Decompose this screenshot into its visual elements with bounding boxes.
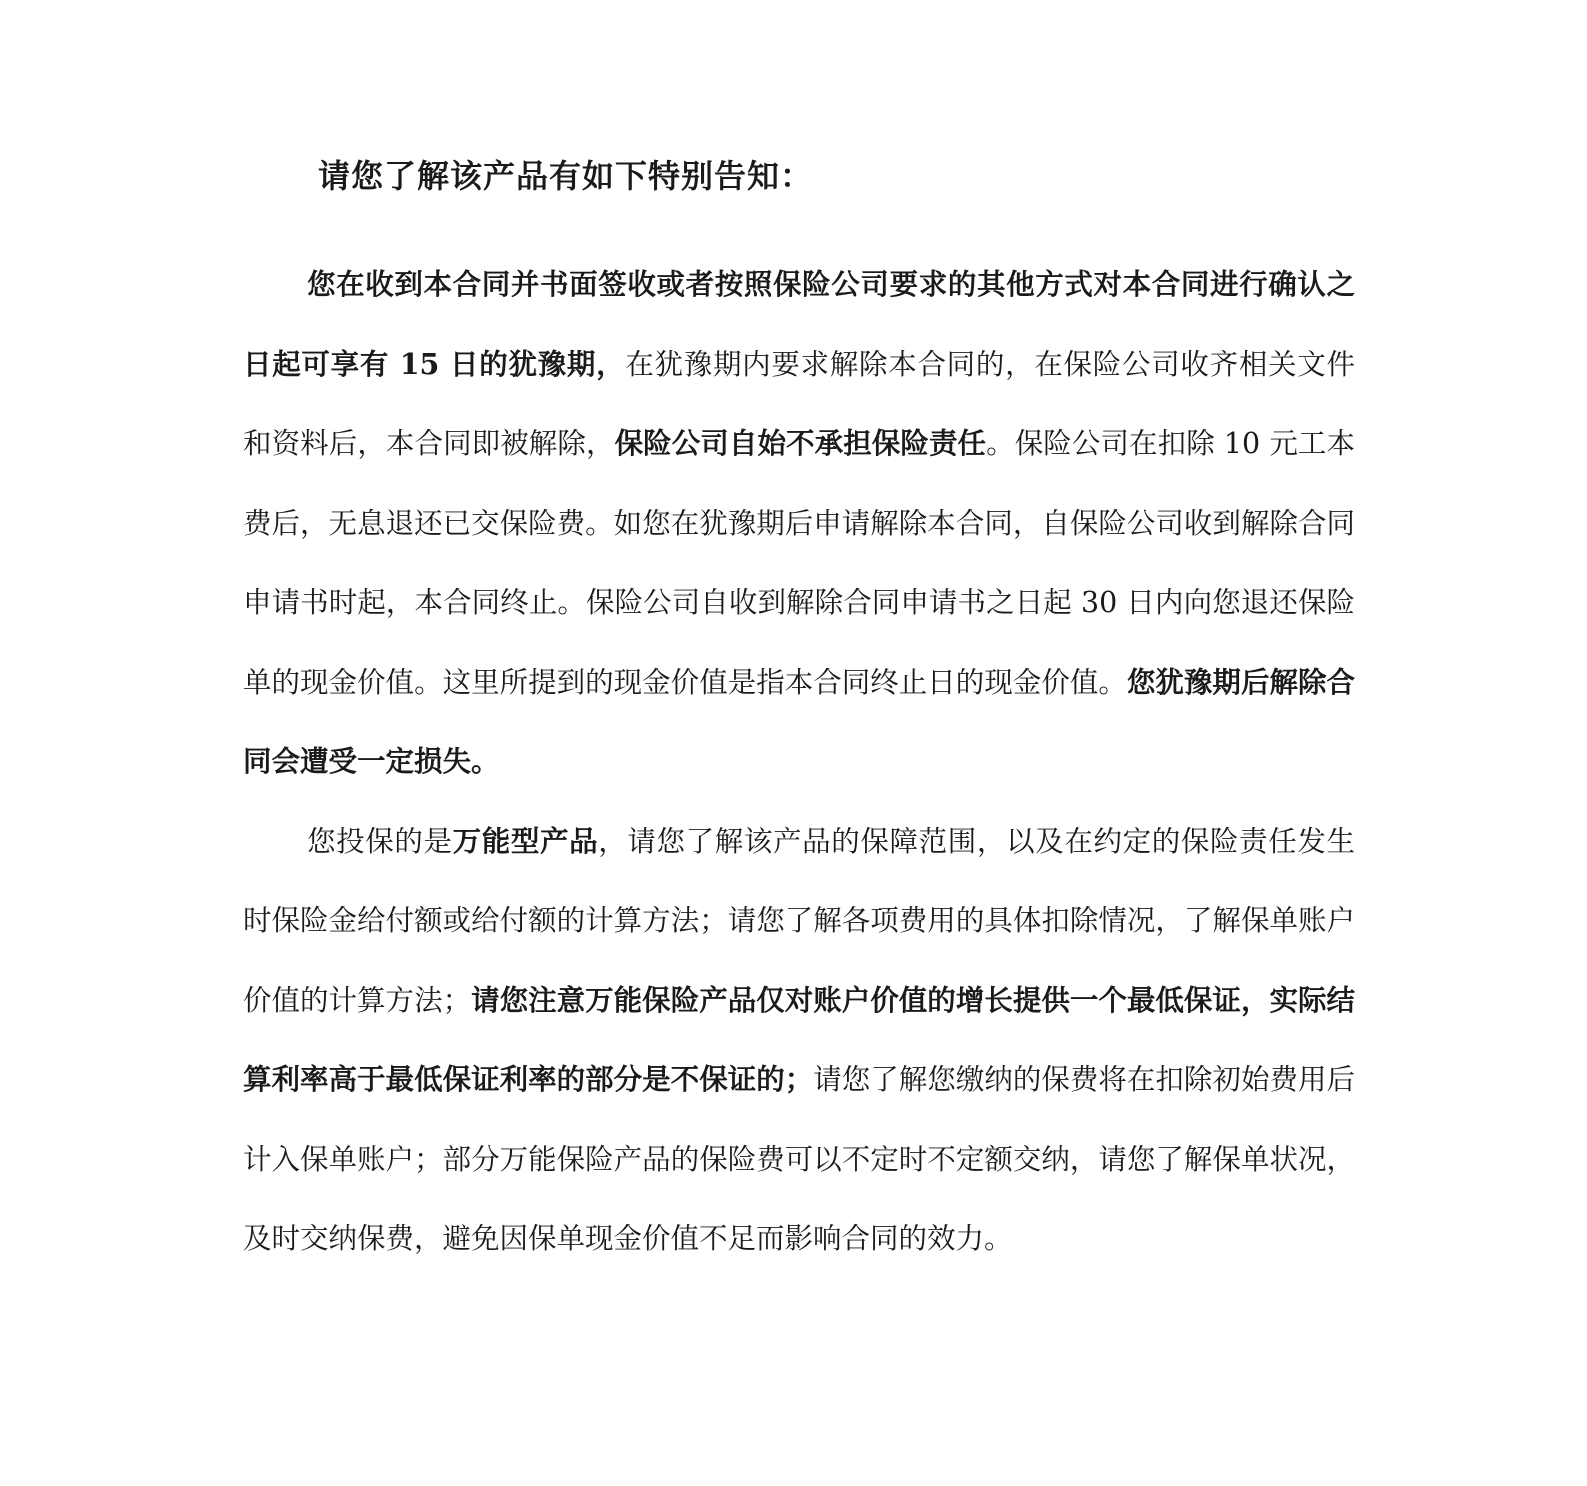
refund-text: 。保险公司在扣除 10 元工本费后，无息退还已交保险费。如您在犹豫期后申请解除本合同，自保险公司收到解除合同申请书时起，本合同终止。保险公司自收到解除合同申请书之日起 30 日内向您退还保险单的现金价值。这里所提到的现金价值是指本合同终止日的现金价值。 (243, 427, 1355, 699)
loss-warning: 您犹豫期后解除合同会遭受一定损失。 (243, 664, 1355, 778)
universal-product-paragraph (243, 802, 1355, 1279)
product-type-intro: 您投保的是 (307, 824, 453, 858)
premium-text: 请您了解您缴纳的保费将在扣除初始费用后计入保单账户；部分万能保险产品的保险费可以不定时不定额交纳，请您了解保单状况，及时交纳保费，避免因保单现金价值不足而影响合同的效力。 (243, 1063, 1355, 1255)
cancellation-text: 在犹豫期内要求解除本合同的，在保险公司收齐相关文件和资料后，本合同即被解除， (243, 347, 1355, 460)
notice-title: 请您了解该产品有如下特别告知： (318, 157, 814, 195)
cooling-off-period-statement: 您在收到本合同并书面签收或者按照保险公司要求的其他方式对本合同进行确认之日起可享有 15 日的犹豫期， (243, 267, 1355, 381)
minimum-guarantee-warning: 请您注意万能保险产品仅对账户价值的增长提供一个最低保证，实际结算利率高于最低保证利率的部分是不保证的； (243, 982, 1355, 1096)
product-type: 万能型产品 (452, 823, 599, 858)
notice-body (243, 245, 1355, 1279)
no-liability-statement: 保险公司自始不承担保险责任 (614, 426, 987, 460)
coverage-text: ，请您了解该产品的保障范围，以及在约定的保险责任发生时保险金给付额或给付额的计算方法；请您了解各项费用的具体扣除情况，了解保单账户价值的计算方法； (243, 824, 1355, 1017)
cooling-off-paragraph (243, 245, 1355, 802)
